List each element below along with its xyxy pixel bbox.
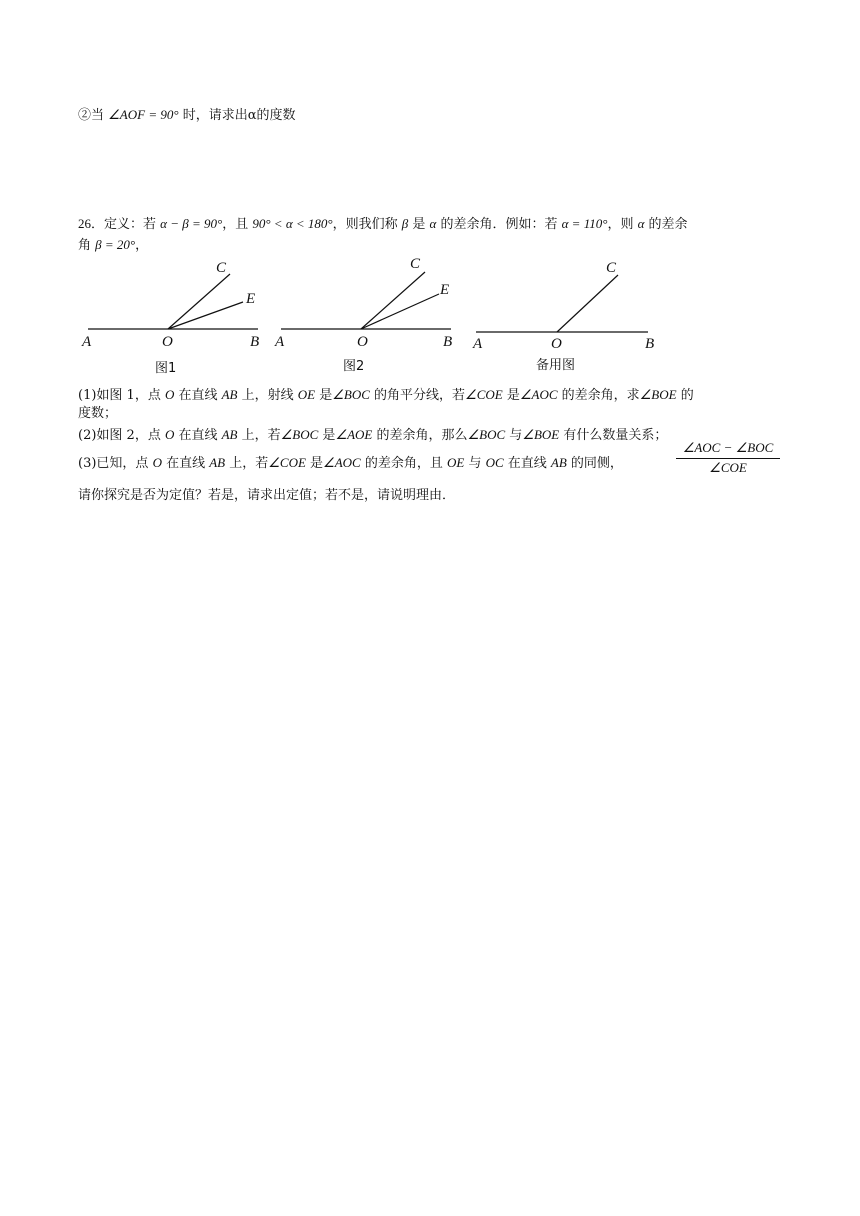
fig1-ray-oc xyxy=(168,274,230,329)
q1-var: O xyxy=(164,387,175,402)
q3-text: 与 xyxy=(464,456,486,471)
q1-var: OE xyxy=(297,387,316,402)
q2-text: 在直线 xyxy=(174,428,222,443)
fig2-label-a: A xyxy=(275,334,285,350)
q2-var: O xyxy=(164,427,175,442)
q3-var: O xyxy=(152,455,162,470)
definition-text: ，则我们称 xyxy=(332,217,402,232)
question-3-line2: 请你探究是否为定值？若是，请求出定值；若不是，请说明理由． xyxy=(78,488,456,503)
q2-text: 上，若 xyxy=(237,428,281,443)
q1-text: 上，射线 xyxy=(237,388,298,403)
problem-number: 26． xyxy=(78,216,105,231)
q1-var: ∠BOE xyxy=(639,387,677,402)
q2-text: 有什么数量关系； xyxy=(559,428,668,443)
q3-text: 是 xyxy=(305,456,324,471)
q3-var: OE xyxy=(446,455,465,470)
definition-text: 的差余角．例如：若 xyxy=(436,217,562,232)
fig2-label-o: O xyxy=(357,334,368,350)
question-1-line2: 度数； xyxy=(78,406,118,421)
fig3-label-o: O xyxy=(551,336,562,352)
fraction-bar xyxy=(676,458,780,459)
q3-text: (3)已知，点 xyxy=(78,456,153,471)
fig1-label-o: O xyxy=(162,334,173,350)
q1-text: 的角平分线，若 xyxy=(369,388,466,403)
fig2-caption: 图2 xyxy=(343,359,365,374)
fig2-label-b: B xyxy=(443,334,453,350)
sub-question-expr: ∠AOF = 90° xyxy=(108,107,179,122)
question-2 xyxy=(78,424,667,443)
fig3-label-c: C xyxy=(606,260,617,276)
figure-1 xyxy=(0,0,860,400)
definition-text: 的差余 xyxy=(644,217,688,232)
example-beta-expr: β = 20° xyxy=(95,237,136,252)
q2-text: (2)如图 2，点 xyxy=(78,428,165,443)
fig3-label-b: B xyxy=(645,336,655,352)
q1-var: ∠BOC xyxy=(332,387,370,402)
q3-var: ∠AOC xyxy=(323,455,361,470)
question-3 xyxy=(78,452,623,471)
q3-text: 在直线 xyxy=(503,456,551,471)
q1-text: 是 xyxy=(502,388,520,403)
definition-text: 定义：若 xyxy=(104,217,161,232)
definition-text: ，则 xyxy=(607,217,638,232)
q3-text: 的差余角，且 xyxy=(360,456,447,471)
q1-var: AB xyxy=(221,387,238,402)
fig3-ray-oc xyxy=(557,275,618,332)
q1-text: 在直线 xyxy=(174,388,222,403)
q1-var: ∠AOC xyxy=(519,387,558,402)
fig2-ray-oe xyxy=(361,294,439,329)
alpha-symbol: α xyxy=(637,216,645,231)
definition-expr: α − β = 90° xyxy=(160,216,223,231)
fig1-label-b: B xyxy=(250,334,260,350)
q3-text: 上，若 xyxy=(225,456,269,471)
fig1-label-c: C xyxy=(216,260,227,276)
fig1-ray-oe xyxy=(168,302,243,329)
q1-text: 的 xyxy=(676,388,694,403)
q3-var: AB xyxy=(209,455,226,470)
fraction-numerator: ∠AOC − ∠BOC xyxy=(682,440,774,455)
q3-text: 的同侧， xyxy=(566,456,623,471)
definition-text: 是 xyxy=(408,217,430,232)
q2-var: AB xyxy=(221,427,238,442)
q1-var: ∠COE xyxy=(465,387,503,402)
example-expr: α = 110° xyxy=(561,216,608,231)
q3-text: 在直线 xyxy=(161,456,210,471)
q2-text: 与 xyxy=(505,428,523,443)
sub-question-marker: ②当 xyxy=(78,108,105,123)
fraction-denominator: ∠COE xyxy=(709,460,747,475)
q3-var: OC xyxy=(485,455,504,470)
fig1-label-e: E xyxy=(246,291,256,307)
fig3-caption: 备用图 xyxy=(536,358,576,373)
fig2-ray-oc xyxy=(361,272,425,329)
q3-var: ∠COE xyxy=(268,455,306,470)
fig1-label-a: A xyxy=(82,334,92,350)
definition-text: ，且 xyxy=(222,217,253,232)
beta-symbol: β xyxy=(401,216,409,231)
q1-text: (1)如图 1，点 xyxy=(78,388,165,403)
fig3-label-a: A xyxy=(473,336,483,352)
q2-var: ∠AOE xyxy=(335,427,373,442)
q1-text: 是 xyxy=(315,388,333,403)
q2-text: 是 xyxy=(318,428,336,443)
fig1-caption: 图1 xyxy=(155,361,177,376)
fig2-label-e: E xyxy=(440,282,450,298)
q3-var: AB xyxy=(550,455,567,470)
alpha-symbol: α xyxy=(429,216,437,231)
definition-range: 90° < α < 180° xyxy=(252,216,333,231)
q2-var: ∠BOE xyxy=(522,427,560,442)
q2-var: ∠BOC xyxy=(467,427,506,442)
question-1 xyxy=(78,384,694,403)
q2-var: ∠BOC xyxy=(280,427,319,442)
sub-question-text: 时，请求出α的度数 xyxy=(182,108,296,123)
definition-text: 角 xyxy=(78,238,96,253)
q3-fraction xyxy=(676,440,780,476)
fig2-label-c: C xyxy=(410,256,421,272)
q2-text: 的差余角，那么 xyxy=(372,428,468,443)
definition-text: ， xyxy=(135,238,149,253)
q1-text: 的差余角，求 xyxy=(557,388,640,403)
